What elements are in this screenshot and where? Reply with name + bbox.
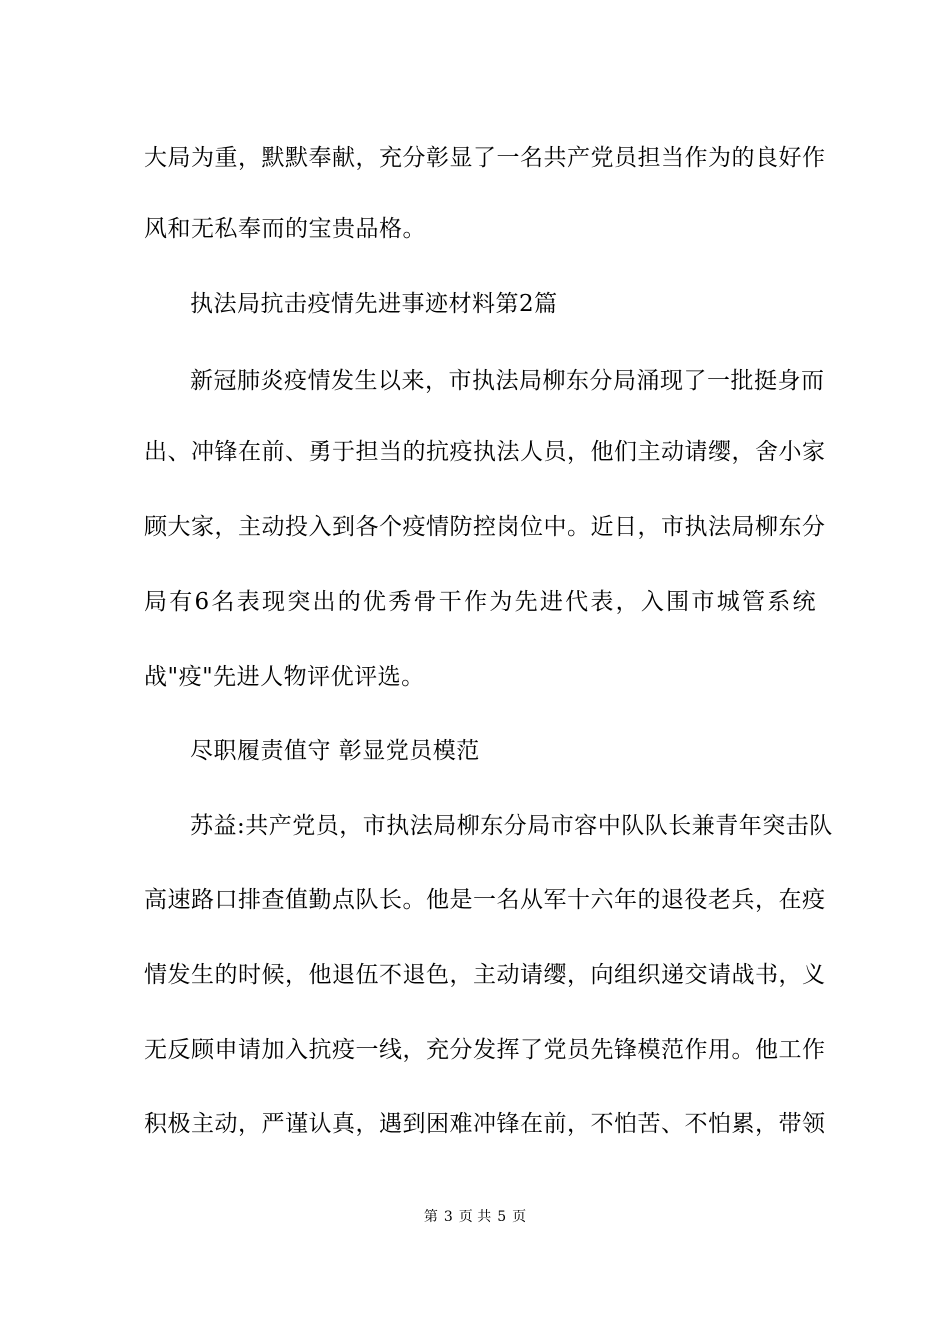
section-heading: 尽职履责值守 彰显党员模范 [190, 738, 480, 764]
paragraph-line: 无反顾申请加入抗疫一线，充分发挥了党员先锋模范作用。他工作 [144, 1037, 826, 1063]
paragraph-line: 出、冲锋在前、勇于担当的抗疫执法人员，他们主动请缨，舍小家 [144, 439, 826, 465]
paragraph-line: 局有6名表现突出的优秀骨干作为先进代表，入围市城管系统 [144, 589, 816, 615]
paragraph-line: 苏益:共产党员，市执法局柳东分局市容中队队长兼青年突击队 [190, 813, 833, 839]
paragraph-line: 大局为重，默默奉献，充分彰显了一名共产党员担当作为的良好作 [144, 145, 826, 171]
page-label-pre: 第 [423, 1209, 438, 1225]
page-footer [0, 1208, 950, 1226]
paragraph-line: 新冠肺炎疫情发生以来，市执法局柳东分局涌现了一批挺身而 [190, 368, 825, 394]
page-current-number: 3 [443, 1209, 453, 1225]
paragraph-line: 风和无私奉而的宝贵品格。 [144, 216, 426, 242]
paragraph-line: 情发生的时候，他退伍不退色，主动请缨，向组织递交请战书，义 [144, 962, 826, 988]
page-label-post: 页 [512, 1209, 527, 1225]
paragraph-line: 高速路口排查值勤点队长。他是一名从军十六年的退役老兵，在疫 [144, 887, 826, 913]
section-heading: 执法局抗击疫情先进事迹材料第2篇 [190, 291, 558, 317]
page-total-number: 5 [497, 1209, 507, 1225]
paragraph-line: 顾大家，主动投入到各个疫情防控岗位中。近日，市执法局柳东分 [144, 514, 826, 540]
paragraph-line: 战"疫"先进人物评优评选。 [144, 664, 425, 690]
page-label-mid: 页 共 [458, 1209, 492, 1225]
paragraph-line: 积极主动，严谨认真，遇到困难冲锋在前，不怕苦、不怕累，带领 [144, 1111, 826, 1137]
